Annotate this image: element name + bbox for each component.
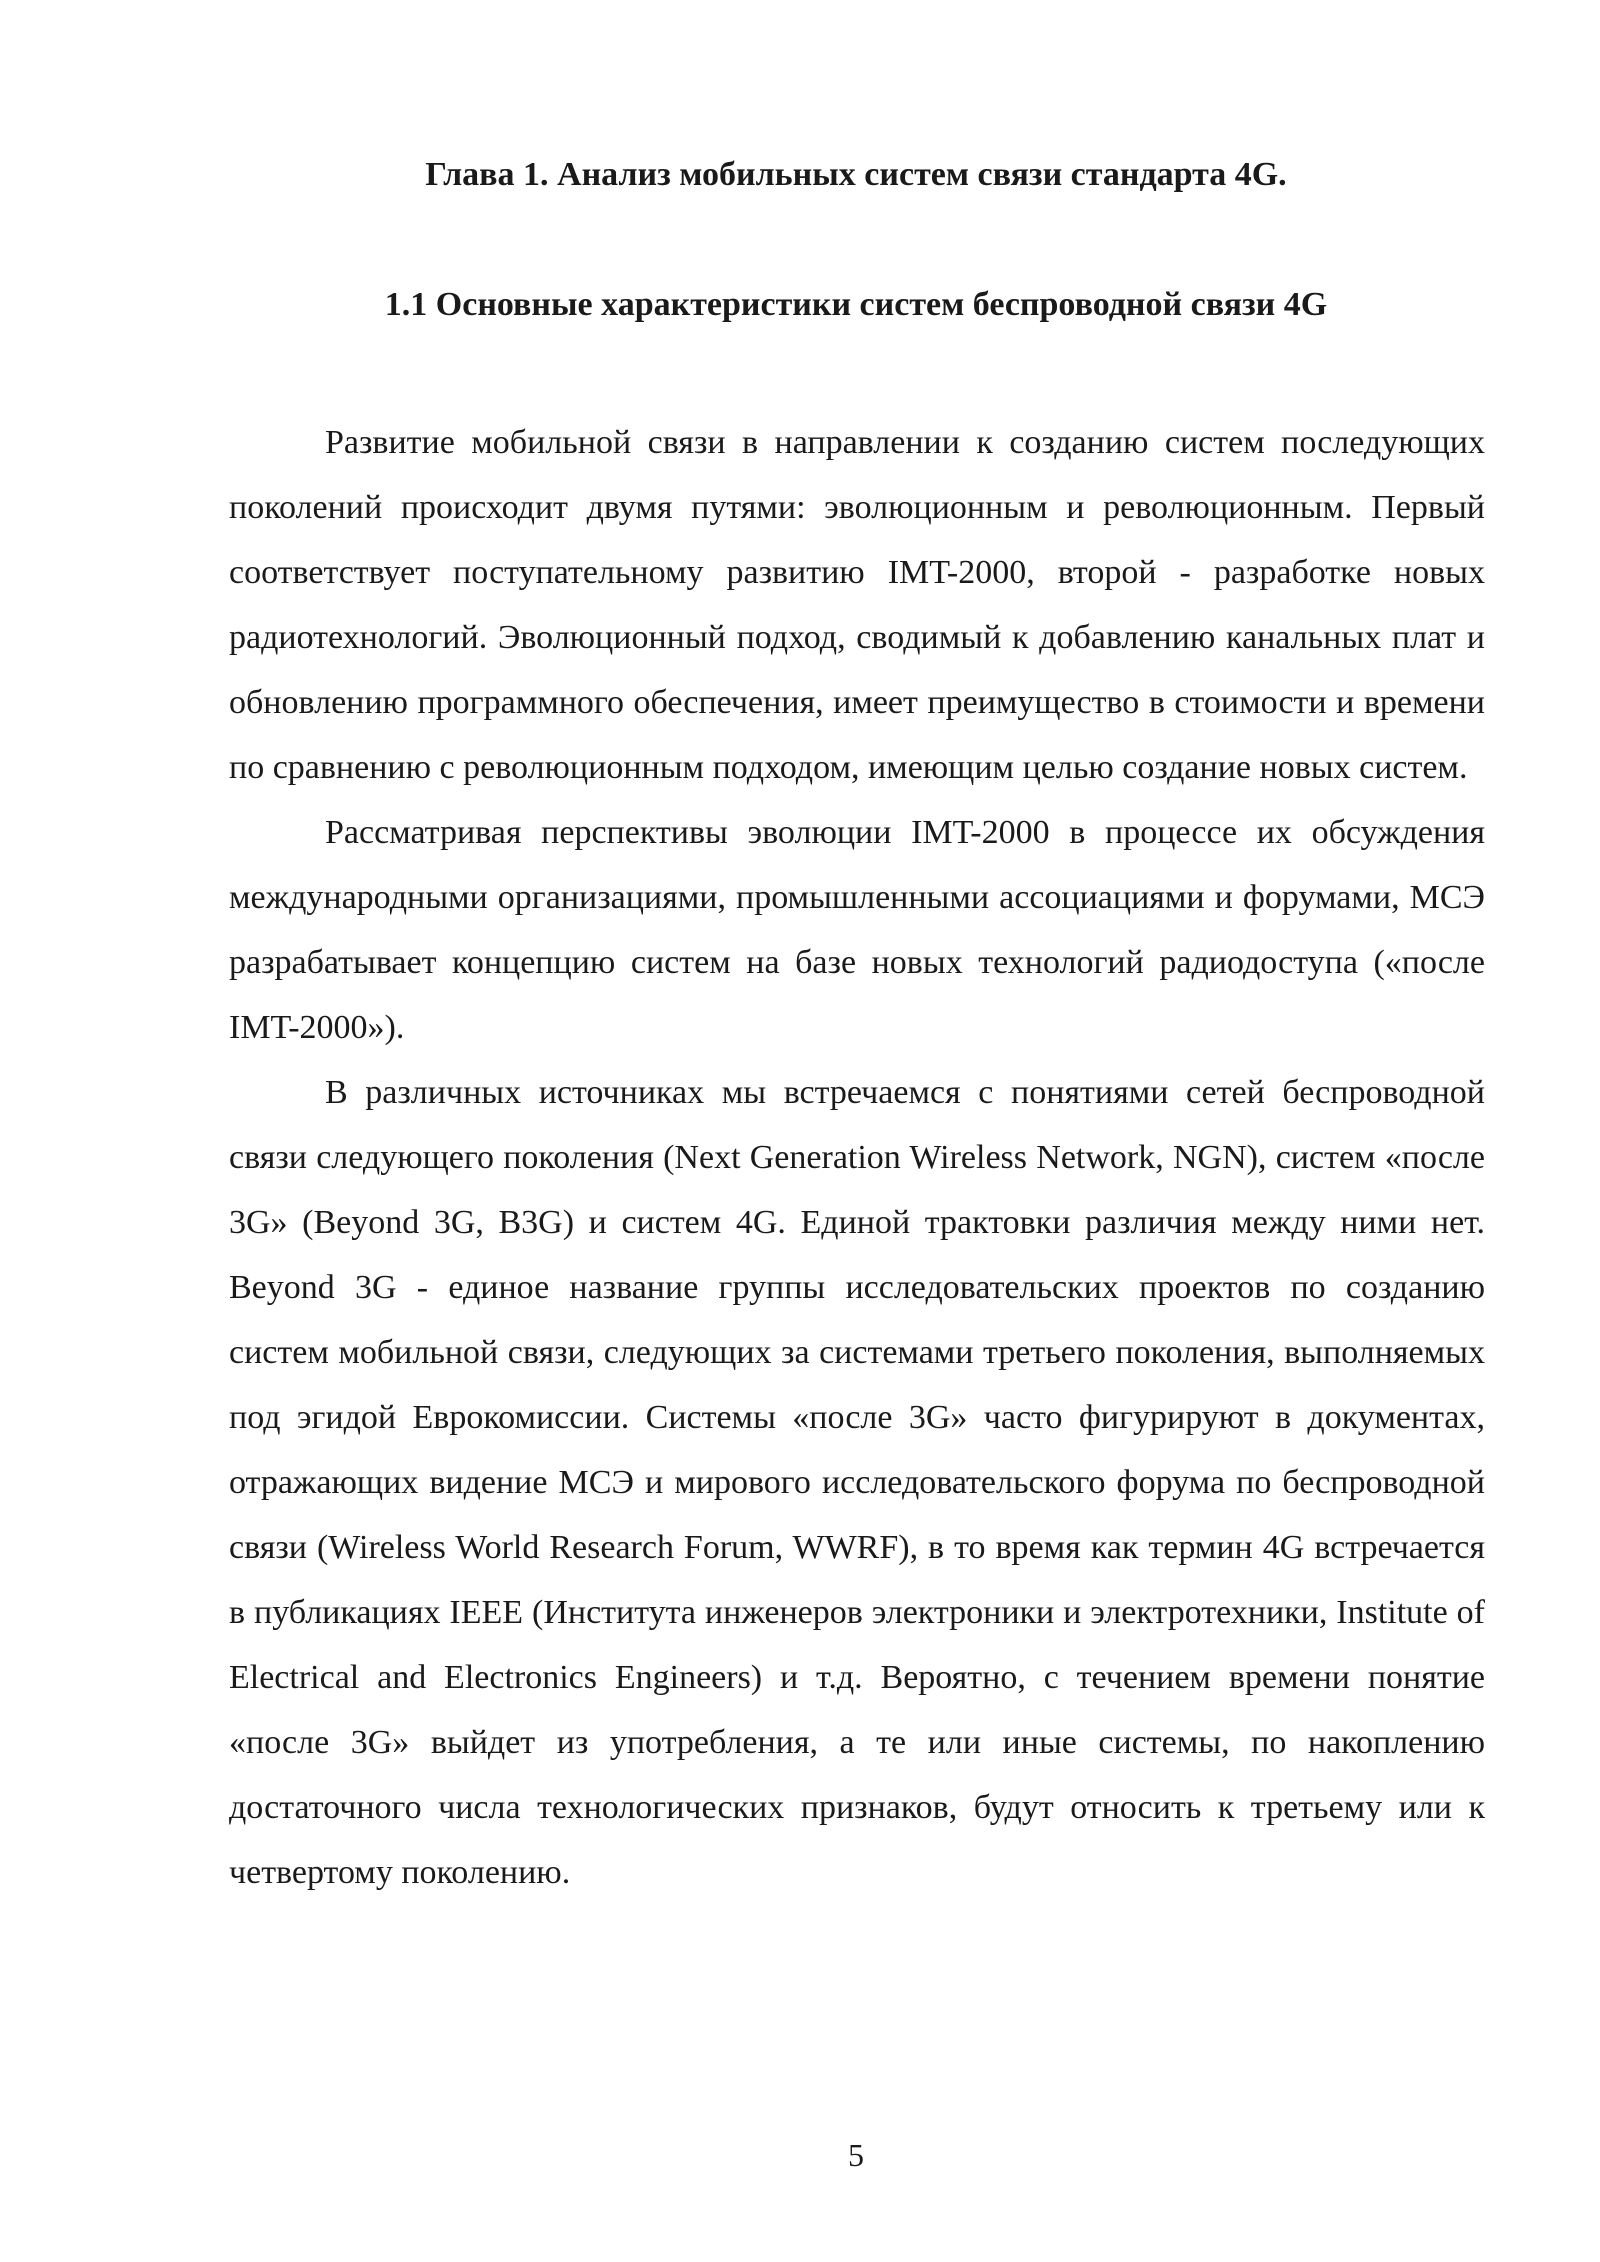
- paragraph: Развитие мобильной связи в направлении к созданию систем последующих поколений происходит двумя путями: эволюционным и революционным. Первый соответствует поступательному развитию IMT-2000, второй - разработке новых радиотехнологий. Эволюционный подход, сводимый к добавлению канальных плат и обновлению программного обеспечения, имеет преимущество в стоимости и времени по сравнению с революционным подходом, имеющим целью создание новых систем.: [229, 424, 1485, 786]
- paragraph: В различных источниках мы встречаемся с понятиями сетей беспроводной связи следующего поколения (Next Generation Wireless Network, NGN), систем «после 3G» (Beyond 3G, B3G) и систем 4G. Единой трактовки различия между ними нет. Beyond 3G - единое название группы исследовательских проектов по созданию систем мобильной связи, следующих за системами третьего поколения, выполняемых под эгидой Еврокомиссии. Системы «после 3G» часто фигурируют в документах, отражающих видение МСЭ и мирового исследовательского форума по беспроводной связи (Wireless World Research Forum, WWRF), в то время как термин 4G встречается в публикациях IEEE (Института инженеров электроники и электротехники, Institute of Electrical and Electronics Engineers) и т.д. Вероятно, с течением времени понятие «после 3G» выйдет из употребления, а те или иные системы, по накоплению достаточного числа технологических признаков, будут относить к третьему или к четвертому поколению.: [229, 1074, 1485, 1891]
- section-title: 1.1 Основные характеристики систем беспроводной связи 4G: [384, 286, 1328, 323]
- chapter-title: Глава 1. Анализ мобильных систем связи стандарта 4G.: [425, 156, 1287, 193]
- body-text: [229, 410, 1485, 1905]
- page-number: 5: [848, 2137, 864, 2173]
- paragraph: Рассматривая перспективы эволюции IMT-2000 в процессе их обсуждения международными организациями, промышленными ассоциациями и форумами, МСЭ разрабатывает концепцию систем на базе новых технологий радиодоступа («после IMT-2000»).: [229, 814, 1485, 1046]
